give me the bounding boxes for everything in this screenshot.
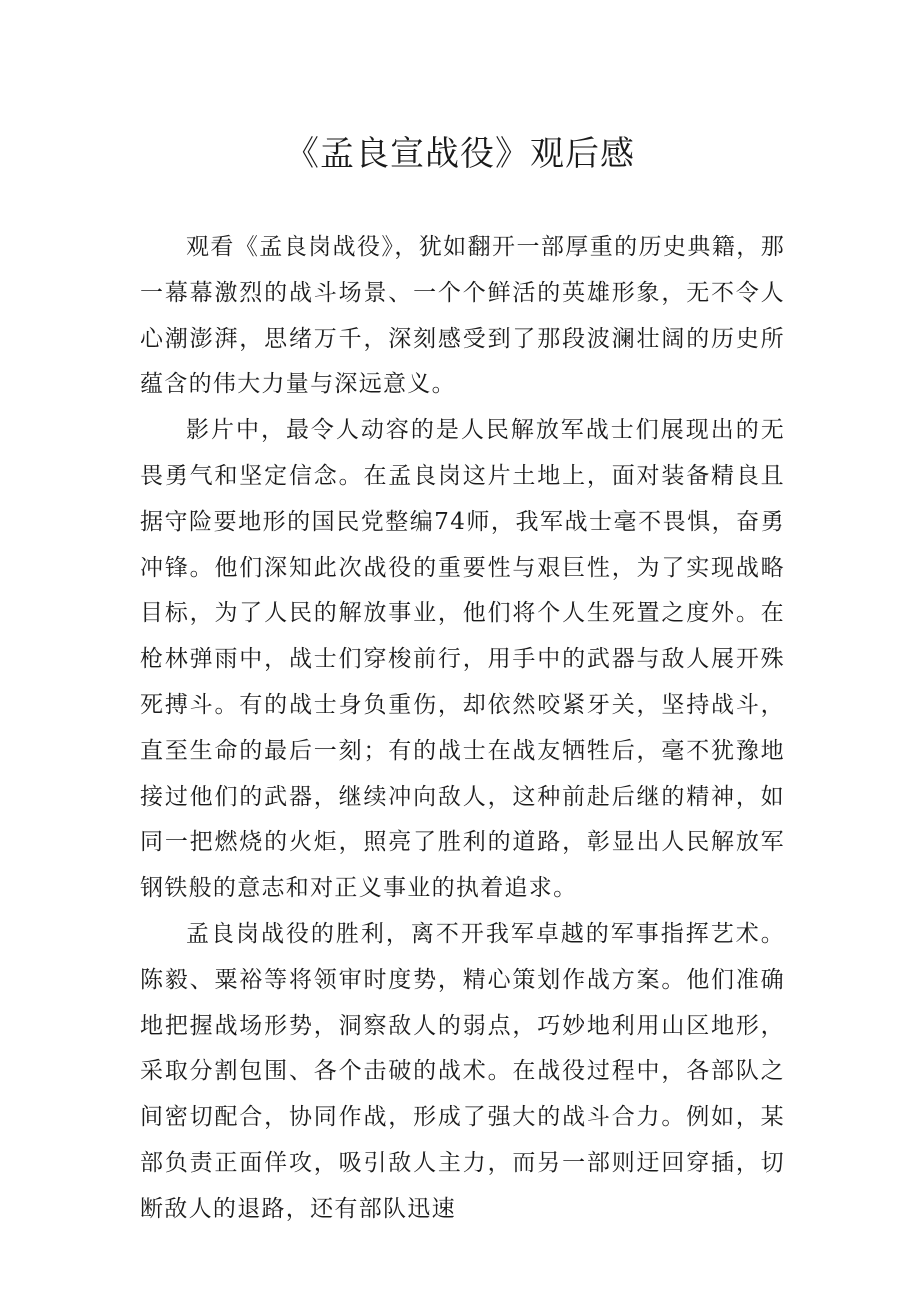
document-body bbox=[140, 225, 785, 1233]
paragraph-3: 孟良岗战役的胜利，离不开我军卓越的军事指挥艺术。陈毅、粟裕等将领审时度势，精心策划作战方案。他们准确地把握战场形势，洞察敌人的弱点，巧妙地利用山区地形，采取分割包围、各个击破的战术。在战役过程中，各部队之间密切配合，协同作战，形成了强大的战斗合力。例如，某部负责正面佯攻，吸引敌人主力，而另一部则迂回穿插，切断敌人的退路，还有部队迅速 bbox=[140, 920, 785, 1222]
paragraph-2: 影片中，最令人动容的是人民解放军战士们展现出的无畏勇气和坚定信念。在孟良岗这片土地上，面对装备精良且据守险要地形的国民党整编74师，我军战士毫不畏惧，奋勇冲锋。他们深知此次战役的重要性与艰巨性，为了实现战略目标，为了人民的解放事业，他们将个人生死置之度外。在枪林弹雨中，战士们穿梭前行，用手中的武器与敌人展开殊死搏斗。有的战士身负重伤，却依然咬紧牙关，坚持战斗，直至生命的最后一刻；有的战士在战友牺牲后，毫不犹豫地接过他们的武器，继续冲向敌人，这种前赴后继的精神，如同一把燃烧的火炬，照亮了胜利的道路，彰显出人民解放军钢铁般的意志和对正义事业的执着追求。 bbox=[140, 417, 785, 902]
document-title: 《孟良宣战役》观后感 bbox=[285, 134, 635, 174]
paragraph-1: 观看《孟良岗战役》，犹如翻开一部厚重的历史典籍，那一幕幕激烈的战斗场景、一个个鲜活的英雄形象，无不令人心潮澎湃，思绪万千，深刻感受到了那段波澜壮阔的历史所蕴含的伟大力量与深远意义。 bbox=[140, 234, 785, 398]
